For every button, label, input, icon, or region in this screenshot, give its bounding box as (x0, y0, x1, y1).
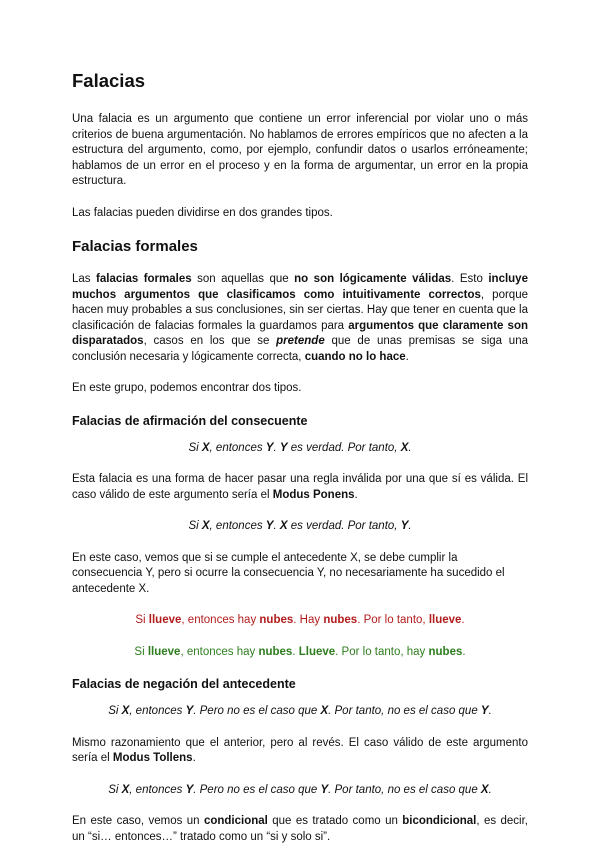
denying-antecedent-formula: Si X, entonces Y. Pero no es el caso que X. Por tanto, no es el caso que Y. (108, 705, 492, 717)
affirming-consequent-formula: Si X, entonces Y. Y es verdad. Por tanto, X. (188, 441, 412, 454)
types-intro-paragraph: Las falacias pueden dividirse en dos grandes tipos. (72, 206, 333, 219)
valid-example-green: Si llueve, entonces hay nubes. Llueve. Por lo tanto, hay nubes. (134, 645, 466, 658)
affirming-consequent-heading: Falacias de afirmación del consecuente (72, 413, 308, 428)
modus-ponens-formula: Si X, entonces Y. X es verdad. Por tanto, Y. (188, 520, 412, 532)
formal-fallacies-paragraph: Las falacias formales son aquellas que no son lógicamente válidas. Esto incluye muchos argumentos que clasificamos como intuitivamente correctos, porque hacen muy probables a sus conclusiones, sin ser ciertas. Hay que tener en cuenta que la clasificación de falacias formales la guardamos para argumentos que claramente son disparatados, casos en los que se pretende que de unas premisas se siga una conclusión necesaria y lógicamente correcta, cuando no lo hace. (72, 273, 528, 363)
denying-antecedent-conclusion: En este caso, vemos un condicional que es tratado como un bicondicional, es decir, un “si… entonces…” tratado como un “si y solo si”. (72, 815, 529, 843)
denying-antecedent-heading: Falacias de negación del antecedente (72, 677, 296, 691)
formal-fallacies-heading: Falacias formales (72, 238, 198, 255)
affirming-consequent-description: Esta falacia es una forma de hacer pasar una regla inválida por una que sí es válida. El caso válido de este argumento sería el Modus Ponens. (72, 473, 528, 501)
denying-antecedent-description: Mismo razonamiento que el anterior, pero al revés. El caso válido de este argumento sería el Modus Tollens. (72, 736, 528, 764)
formal-types-paragraph: En este grupo, podemos encontrar dos tipos. (72, 382, 302, 394)
page-title: Falacias (72, 70, 146, 91)
invalid-example-red: Si llueve, entonces hay nubes. Hay nubes. Por lo tanto, llueve. (135, 614, 465, 626)
intro-paragraph: Una falacia es un argumento que contiene un error inferencial por violar uno o más criterios de buena argumentación. No hablamos de errores empíricos que no afecten a la estructura del argumento, como, por ejemplo, confundir datos o usarlos erróneamente; hablamos de un error en el proceso y en la forma de argumentar, un error en la propia estructura. (72, 113, 528, 187)
affirming-consequent-explanation: En este caso, vemos que si se cumple el antecedente X, se debe cumplir la consecuencia Y, pero si ocurre la consecuencia Y, no necesariamente ha sucedido el antecedente X. (72, 551, 505, 595)
modus-tollens-formula: Si X, entonces Y. Pero no es el caso que Y. Por tanto, no es el caso que X. (108, 783, 492, 796)
